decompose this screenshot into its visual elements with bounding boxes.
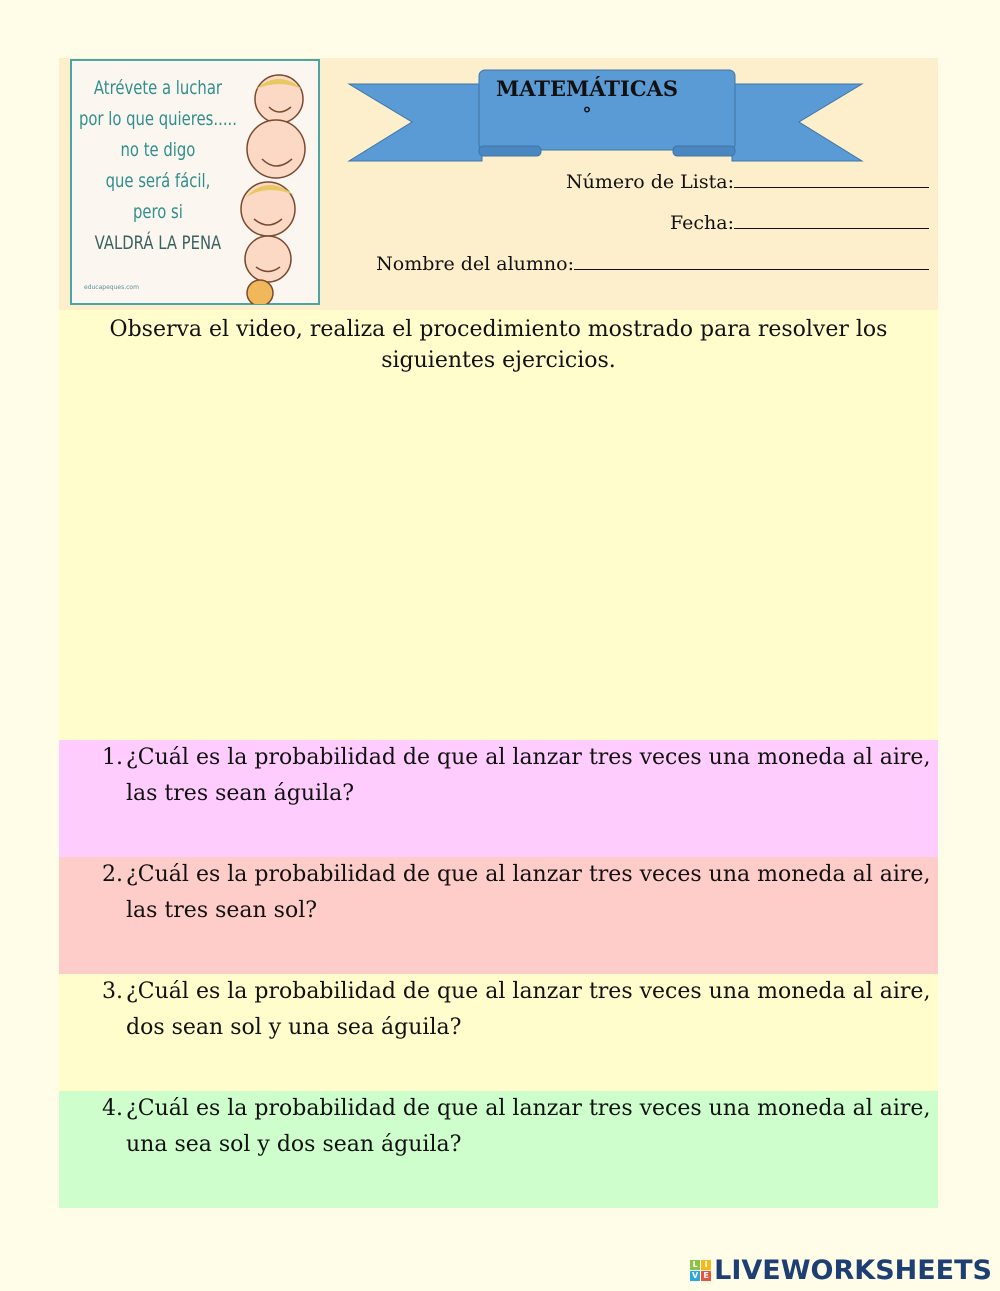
poster-text [78, 73, 238, 259]
motivational-poster [70, 59, 320, 305]
question-text: ¿Cuál es la probabilidad de que al lanzar tres veces una moneda al aire, las tres sean sol? [126, 862, 931, 923]
list-number-label: Número de Lista: [566, 171, 734, 193]
student-name-field[interactable] [376, 251, 929, 275]
question-number: 4. [102, 1096, 123, 1121]
video-area [59, 310, 938, 740]
poster-site: educapeques.com [84, 284, 139, 291]
live-blocks-icon [690, 1260, 711, 1281]
question-number: 2. [102, 862, 123, 887]
question-item [59, 974, 938, 1091]
date-field[interactable] [670, 210, 929, 234]
subject-subtitle: ° [582, 104, 592, 125]
poster-line: Atrévete a luchar [93, 77, 223, 99]
poster-line: por lo que quieres..... [78, 108, 237, 130]
student-name-label: Nombre del alumno: [376, 253, 574, 275]
list-number-field[interactable] [566, 169, 929, 193]
question-text: ¿Cuál es la probabilidad de que al lanzar tres veces una moneda al aire, una sea sol y dos sean águila? [126, 1096, 931, 1157]
subject-title: MATEMÁTICAS [495, 76, 679, 101]
poster-line: pero si [132, 201, 183, 223]
question-text: ¿Cuál es la probabilidad de que al lanzar tres veces una moneda al aire, dos sean sol y una sea águila? [126, 979, 931, 1040]
question-item [59, 1091, 938, 1208]
question-number: 3. [102, 979, 123, 1004]
logo-text: LIVEWORKSHEETS [714, 1255, 992, 1286]
header [59, 58, 938, 310]
question-number: 1. [102, 745, 123, 770]
logo-letter: L [690, 1260, 700, 1270]
poster-line: no te digo [120, 139, 196, 161]
question-item [59, 740, 938, 857]
poster-line: que será fácil, [105, 170, 211, 192]
question-item [59, 857, 938, 974]
instructions: Observa el video, realiza el procedimiento mostrado para resolver los siguientes ejercicios. [109, 317, 888, 373]
logo-letter: I [701, 1260, 711, 1270]
date-label: Fecha: [670, 212, 734, 234]
question-text: ¿Cuál es la probabilidad de que al lanzar tres veces una moneda al aire, las tres sean águila? [126, 745, 931, 806]
liveworksheets-logo[interactable] [690, 1255, 992, 1286]
kids-illustration [234, 69, 314, 304]
poster-line: VALDRÁ LA PENA [94, 232, 222, 254]
worksheet [59, 58, 938, 1208]
question-list [59, 740, 938, 1208]
logo-letter: V [692, 1271, 699, 1280]
logo-letter: E [701, 1271, 711, 1281]
